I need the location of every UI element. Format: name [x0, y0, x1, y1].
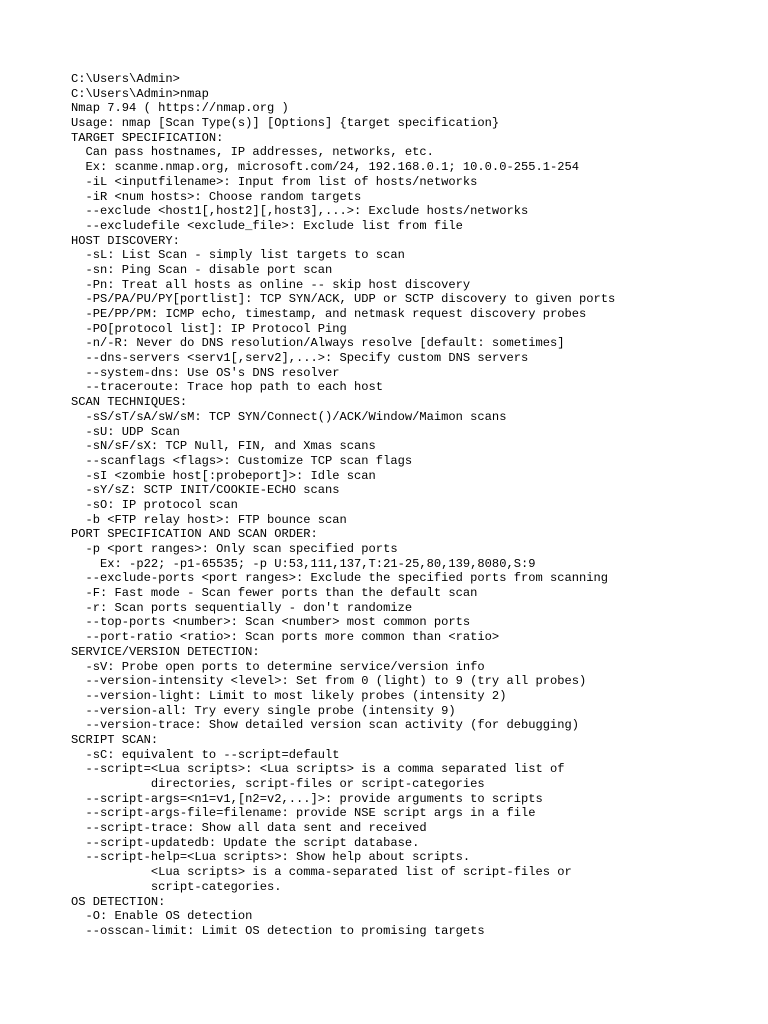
output-line: --exclude-ports <port ranges>: Exclude the specified ports from scanning [71, 571, 609, 586]
output-line: -sN/sF/sX: TCP Null, FIN, and Xmas scans [71, 439, 376, 454]
output-line: --traceroute: Trace hop path to each host [71, 380, 384, 395]
output-line: -sL: List Scan - simply list targets to scan [71, 248, 405, 263]
output-line: -r: Scan ports sequentially - don't randomize [71, 600, 413, 615]
output-line: -sS/sT/sA/sW/sM: TCP SYN/Connect()/ACK/Window/Maimon scans [71, 409, 507, 424]
output-line: -sY/sZ: SCTP INIT/COOKIE-ECHO scans [71, 483, 340, 498]
prompt-line: C:\Users\Admin> [71, 72, 180, 86]
output-line: Ex: scanme.nmap.org, microsoft.com/24, 192.168.0.1; 10.0.0-255.1-254 [71, 160, 580, 175]
output-line: -sV: Probe open ports to determine service/version info [71, 659, 485, 674]
output-line: -iR <num hosts>: Choose random targets [71, 189, 362, 204]
output-line: --top-ports <number>: Scan <number> most common ports [71, 615, 471, 630]
output-line: --script-updatedb: Update the script database. [71, 835, 420, 850]
output-line: --scanflags <flags>: Customize TCP scan flags [71, 453, 413, 468]
command-line: C:\Users\Admin>nmap [71, 86, 209, 101]
output-line: --script-args-file=filename: provide NSE script args in a file [71, 806, 536, 821]
output-line: -PO[protocol list]: IP Protocol Ping [71, 321, 347, 336]
output-line: -PE/PP/PM: ICMP echo, timestamp, and netmask request discovery probes [71, 307, 587, 321]
output-line: --dns-servers <serv1[,serv2],...>: Specify custom DNS servers [71, 351, 529, 366]
output-line: -sC: equivalent to --script=default [71, 747, 340, 762]
output-line: -sI <zombie host[:probeport]>: Idle scan [71, 468, 376, 483]
output-line: -Pn: Treat all hosts as online -- skip host discovery [71, 277, 471, 292]
output-line: --version-intensity <level>: Set from 0 (light) to 9 (try all probes) [71, 674, 587, 689]
output-line: --version-all: Try every single probe (intensity 9) [71, 703, 456, 718]
output-line: -sO: IP protocol scan [71, 497, 238, 512]
output-line: -n/-R: Never do DNS resolution/Always resolve [default: sometimes] [71, 336, 565, 351]
output-line: -sn: Ping Scan - disable port scan [71, 262, 333, 277]
section-heading-target-specification: TARGET SPECIFICATION: [71, 130, 224, 145]
output-line: -sU: UDP Scan [71, 424, 180, 439]
output-line: Can pass hostnames, IP addresses, networks, etc. [71, 145, 434, 160]
output-line: --script-args=<n1=v1,[n2=v2,...]>: provide arguments to scripts [71, 791, 543, 806]
output-line: --excludefile <exclude_file>: Exclude list from file [71, 218, 463, 233]
section-heading-os-detection: OS DETECTION: [71, 894, 166, 909]
output-line: -O: Enable OS detection [71, 909, 253, 924]
output-line: --system-dns: Use OS's DNS resolver [71, 365, 340, 380]
output-line: --script-help=<Lua scripts>: Show help about scripts. [71, 850, 471, 865]
output-line: --version-trace: Show detailed version scan activity (for debugging) [71, 718, 580, 733]
output-line: --version-light: Limit to most likely probes (intensity 2) [71, 688, 507, 703]
output-line: --script=<Lua scripts>: <Lua scripts> is a comma separated list of [71, 762, 565, 777]
output-line: script-categories. [71, 879, 282, 894]
section-heading-host-discovery: HOST DISCOVERY: [71, 233, 180, 248]
output-line: directories, script-files or script-categories [71, 777, 485, 791]
section-heading-service-version-detection: SERVICE/VERSION DETECTION: [71, 644, 260, 659]
usage-line: Usage: nmap [Scan Type(s)] [Options] {target specification} [71, 116, 500, 131]
output-line: -b <FTP relay host>: FTP bounce scan [71, 512, 347, 527]
section-heading-port-specification: PORT SPECIFICATION AND SCAN ORDER: [71, 527, 318, 542]
section-heading-script-scan: SCRIPT SCAN: [71, 732, 159, 747]
output-line: -F: Fast mode - Scan fewer ports than the default scan [71, 586, 478, 601]
output-line: --exclude <host1[,host2][,host3],...>: Exclude hosts/networks [71, 204, 529, 219]
output-line: Ex: -p22; -p1-65535; -p U:53,111,137,T:21-25,80,139,8080,S:9 [71, 556, 536, 571]
output-line: -p <port ranges>: Only scan specified ports [71, 542, 398, 556]
output-line: --port-ratio <ratio>: Scan ports more common than <ratio> [71, 630, 500, 645]
version-line: Nmap 7.94 ( https://nmap.org ) [71, 101, 289, 116]
output-line: -PS/PA/PU/PY[portlist]: TCP SYN/ACK, UDP or SCTP discovery to given ports [71, 292, 616, 307]
output-line: --osscan-limit: Limit OS detection to promising targets [71, 923, 485, 938]
output-line: -iL <inputfilename>: Input from list of hosts/networks [71, 174, 478, 189]
output-line: <Lua scripts> is a comma-separated list of script-files or [71, 865, 572, 880]
output-line: --script-trace: Show all data sent and received [71, 821, 427, 836]
section-heading-scan-techniques: SCAN TECHNIQUES: [71, 395, 188, 410]
terminal-output [71, 72, 751, 939]
